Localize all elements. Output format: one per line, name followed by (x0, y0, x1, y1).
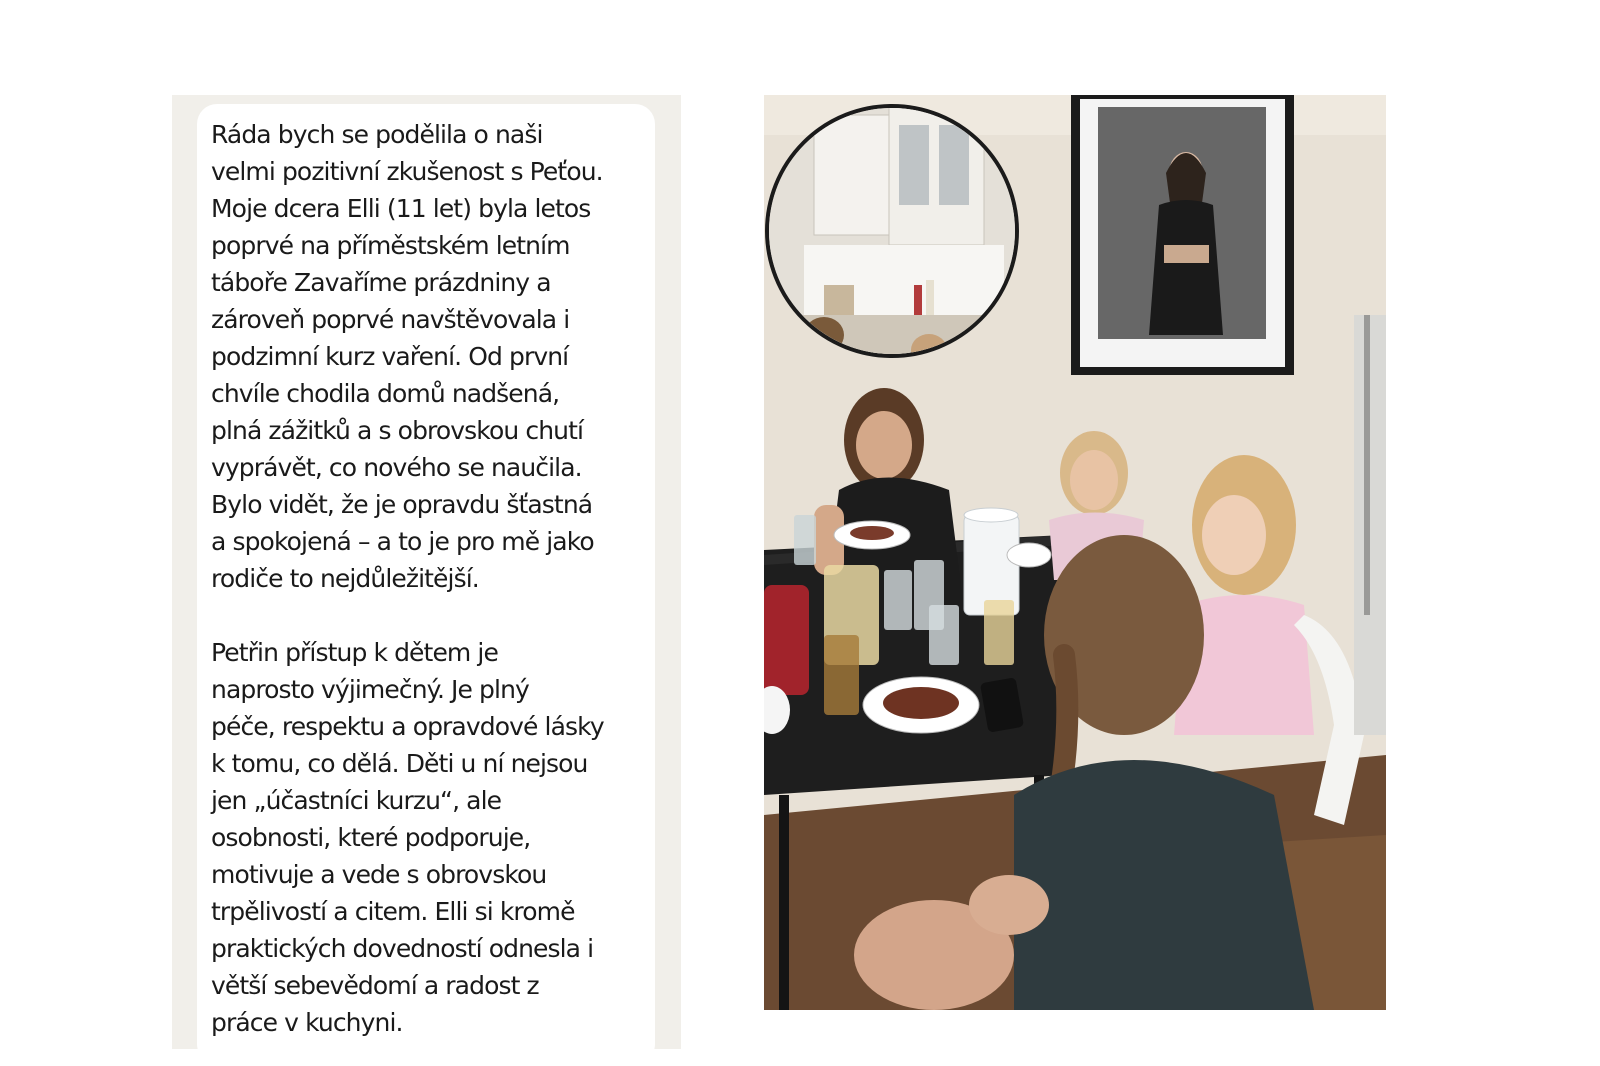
photo-illustration (764, 95, 1386, 1010)
message-paragraph-2: Petřin přístup k dětem je naprosto výjimečný. Je plný péče, respektu a opravdové lásky k tomu, co dělá. Děti u ní nejsou jen „účastníci kurzu“, ale osobnosti, které podporuje, motivuje a vede s obrovskou trpělivostí a citem. Elli si kromě praktických dovedností odnesla i větší sebevědomí a radost z práce v kuchyni. (211, 638, 604, 1037)
message-bubble (197, 104, 655, 1049)
chat-panel (172, 95, 681, 1049)
framed-portrait (1071, 95, 1294, 375)
photo (764, 95, 1386, 1010)
message-paragraph-1: Ráda bych se podělila o naši velmi pozitivní zkušenost s Peťou. Moje dcera Elli (11 let) byla letos poprvé na příměstském letním táboře Zavaříme prázdniny a zároveň poprvé navštěvovala i podzimní kurz vaření. Od první chvíle chodila domů nadšená, plná zážitků a s obrovskou chutí vyprávět, co nového se naučila. Bylo vidět, že je opravdu šťastná a spokojená – a to je pro mě jako rodiče to nejdůležitější. (211, 120, 603, 593)
